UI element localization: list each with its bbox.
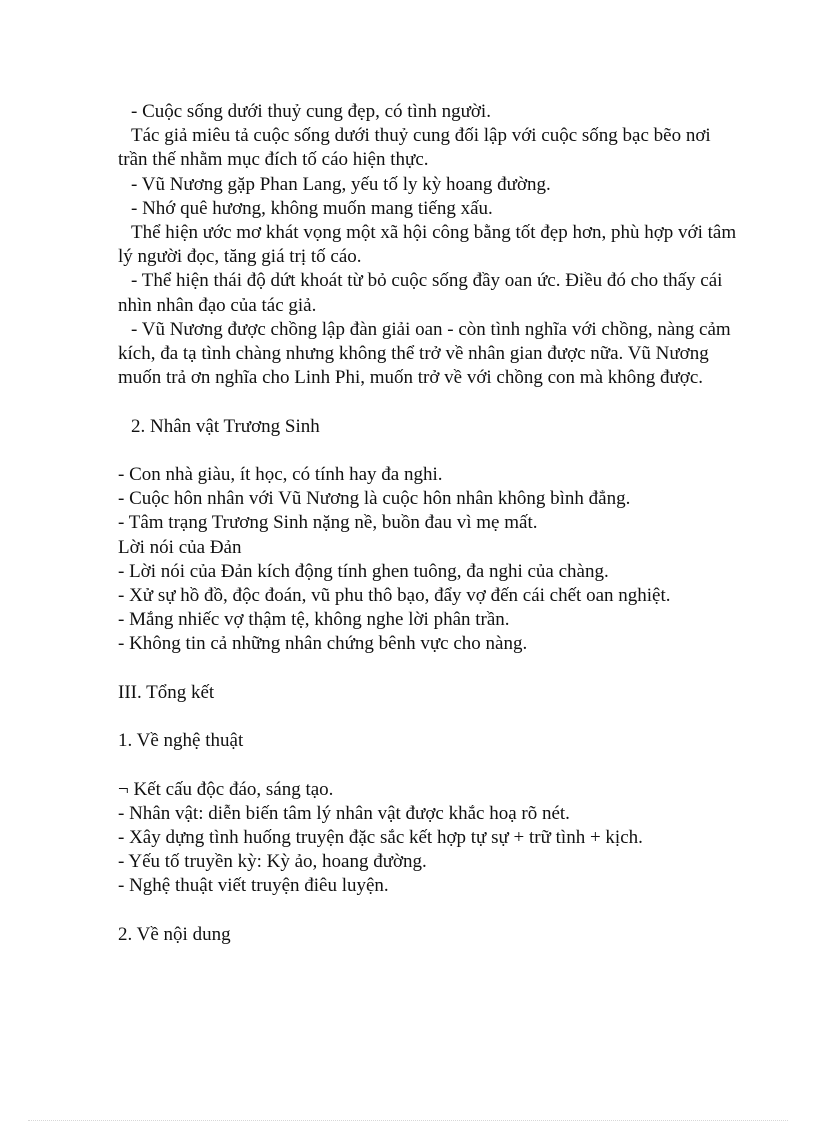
blank-line xyxy=(118,899,738,923)
list-item: - Xử sự hồ đồ, độc đoán, vũ phu thô bạo, đẩy vợ đến cái chết oan nghiệt. xyxy=(118,585,671,607)
list-item: - Yếu tố truyền kỳ: Kỳ ảo, hoang đường. xyxy=(118,851,427,873)
paragraph: - Thể hiện thái độ dứt khoát từ bỏ cuộc sống đầy oan ức. Điều đó cho thấy cái nhìn nhân đạo của tác giả. xyxy=(118,270,723,316)
list-item: - Nhân vật: diễn biến tâm lý nhân vật được khắc hoạ rõ nét. xyxy=(118,802,570,824)
list-item: ¬ Kết cấu độc đáo, sáng tạo. xyxy=(118,778,334,800)
paragraph: - Vũ Nương gặp Phan Lang, yếu tố ly kỳ hoang đường. xyxy=(131,173,551,195)
document-body xyxy=(118,100,738,947)
list-item: - Xây dựng tình huống truyện đặc sắc kết hợp tự sự + trữ tình + kịch. xyxy=(118,827,643,849)
list-item: - Lời nói của Đản kích động tính ghen tuông, đa nghi của chàng. xyxy=(118,560,609,582)
section-heading: 1. Về nghệ thuật xyxy=(118,730,244,752)
list-item: - Mắng nhiếc vợ thậm tệ, không nghe lời phân trần. xyxy=(118,609,510,631)
list-item: - Nghệ thuật viết truyện điêu luyện. xyxy=(118,875,389,897)
blank-line xyxy=(118,657,738,681)
paragraph: Tác giả miêu tả cuộc sống dưới thuỷ cung đối lập với cuộc sống bạc bẽo nơi trần thế nhằm mục đích tố cáo hiện thực. xyxy=(118,125,711,171)
subheading: Lời nói của Đản xyxy=(118,536,242,558)
section-heading: 2. Nhân vật Trương Sinh xyxy=(131,415,320,437)
list-item: - Cuộc hôn nhân với Vũ Nương là cuộc hôn nhân không bình đẳng. xyxy=(118,488,631,510)
blank-line xyxy=(118,439,738,463)
blank-line xyxy=(118,390,738,414)
page-bottom-divider xyxy=(28,1120,788,1121)
blank-line xyxy=(118,753,738,777)
section-heading: 2. Về nội dung xyxy=(118,923,231,945)
paragraph: Thể hiện ước mơ khát vọng một xã hội công bằng tốt đẹp hơn, phù hợp với tâm lý người đọc, tăng giá trị tố cáo. xyxy=(118,222,737,268)
list-item: - Con nhà giàu, ít học, có tính hay đa nghi. xyxy=(118,464,443,486)
list-item: - Không tin cả những nhân chứng bênh vực cho nàng. xyxy=(118,633,528,655)
blank-line xyxy=(118,705,738,729)
section-heading: III. Tổng kết xyxy=(118,681,215,703)
paragraph: - Cuộc sống dưới thuỷ cung đẹp, có tình người. xyxy=(131,101,491,122)
paragraph: - Vũ Nương được chồng lập đàn giải oan - còn tình nghĩa với chồng, nàng cảm kích, đa tạ tình chàng nhưng không thể trở về nhân gian được nữa. Vũ Nương muốn trả ơn nghĩa cho Linh Phi, muốn trở về với chồng con mà không được. xyxy=(118,318,731,389)
list-item: - Tâm trạng Trương Sinh nặng nề, buồn đau vì mẹ mất. xyxy=(118,512,538,534)
paragraph: - Nhớ quê hương, không muốn mang tiếng xấu. xyxy=(131,197,493,219)
